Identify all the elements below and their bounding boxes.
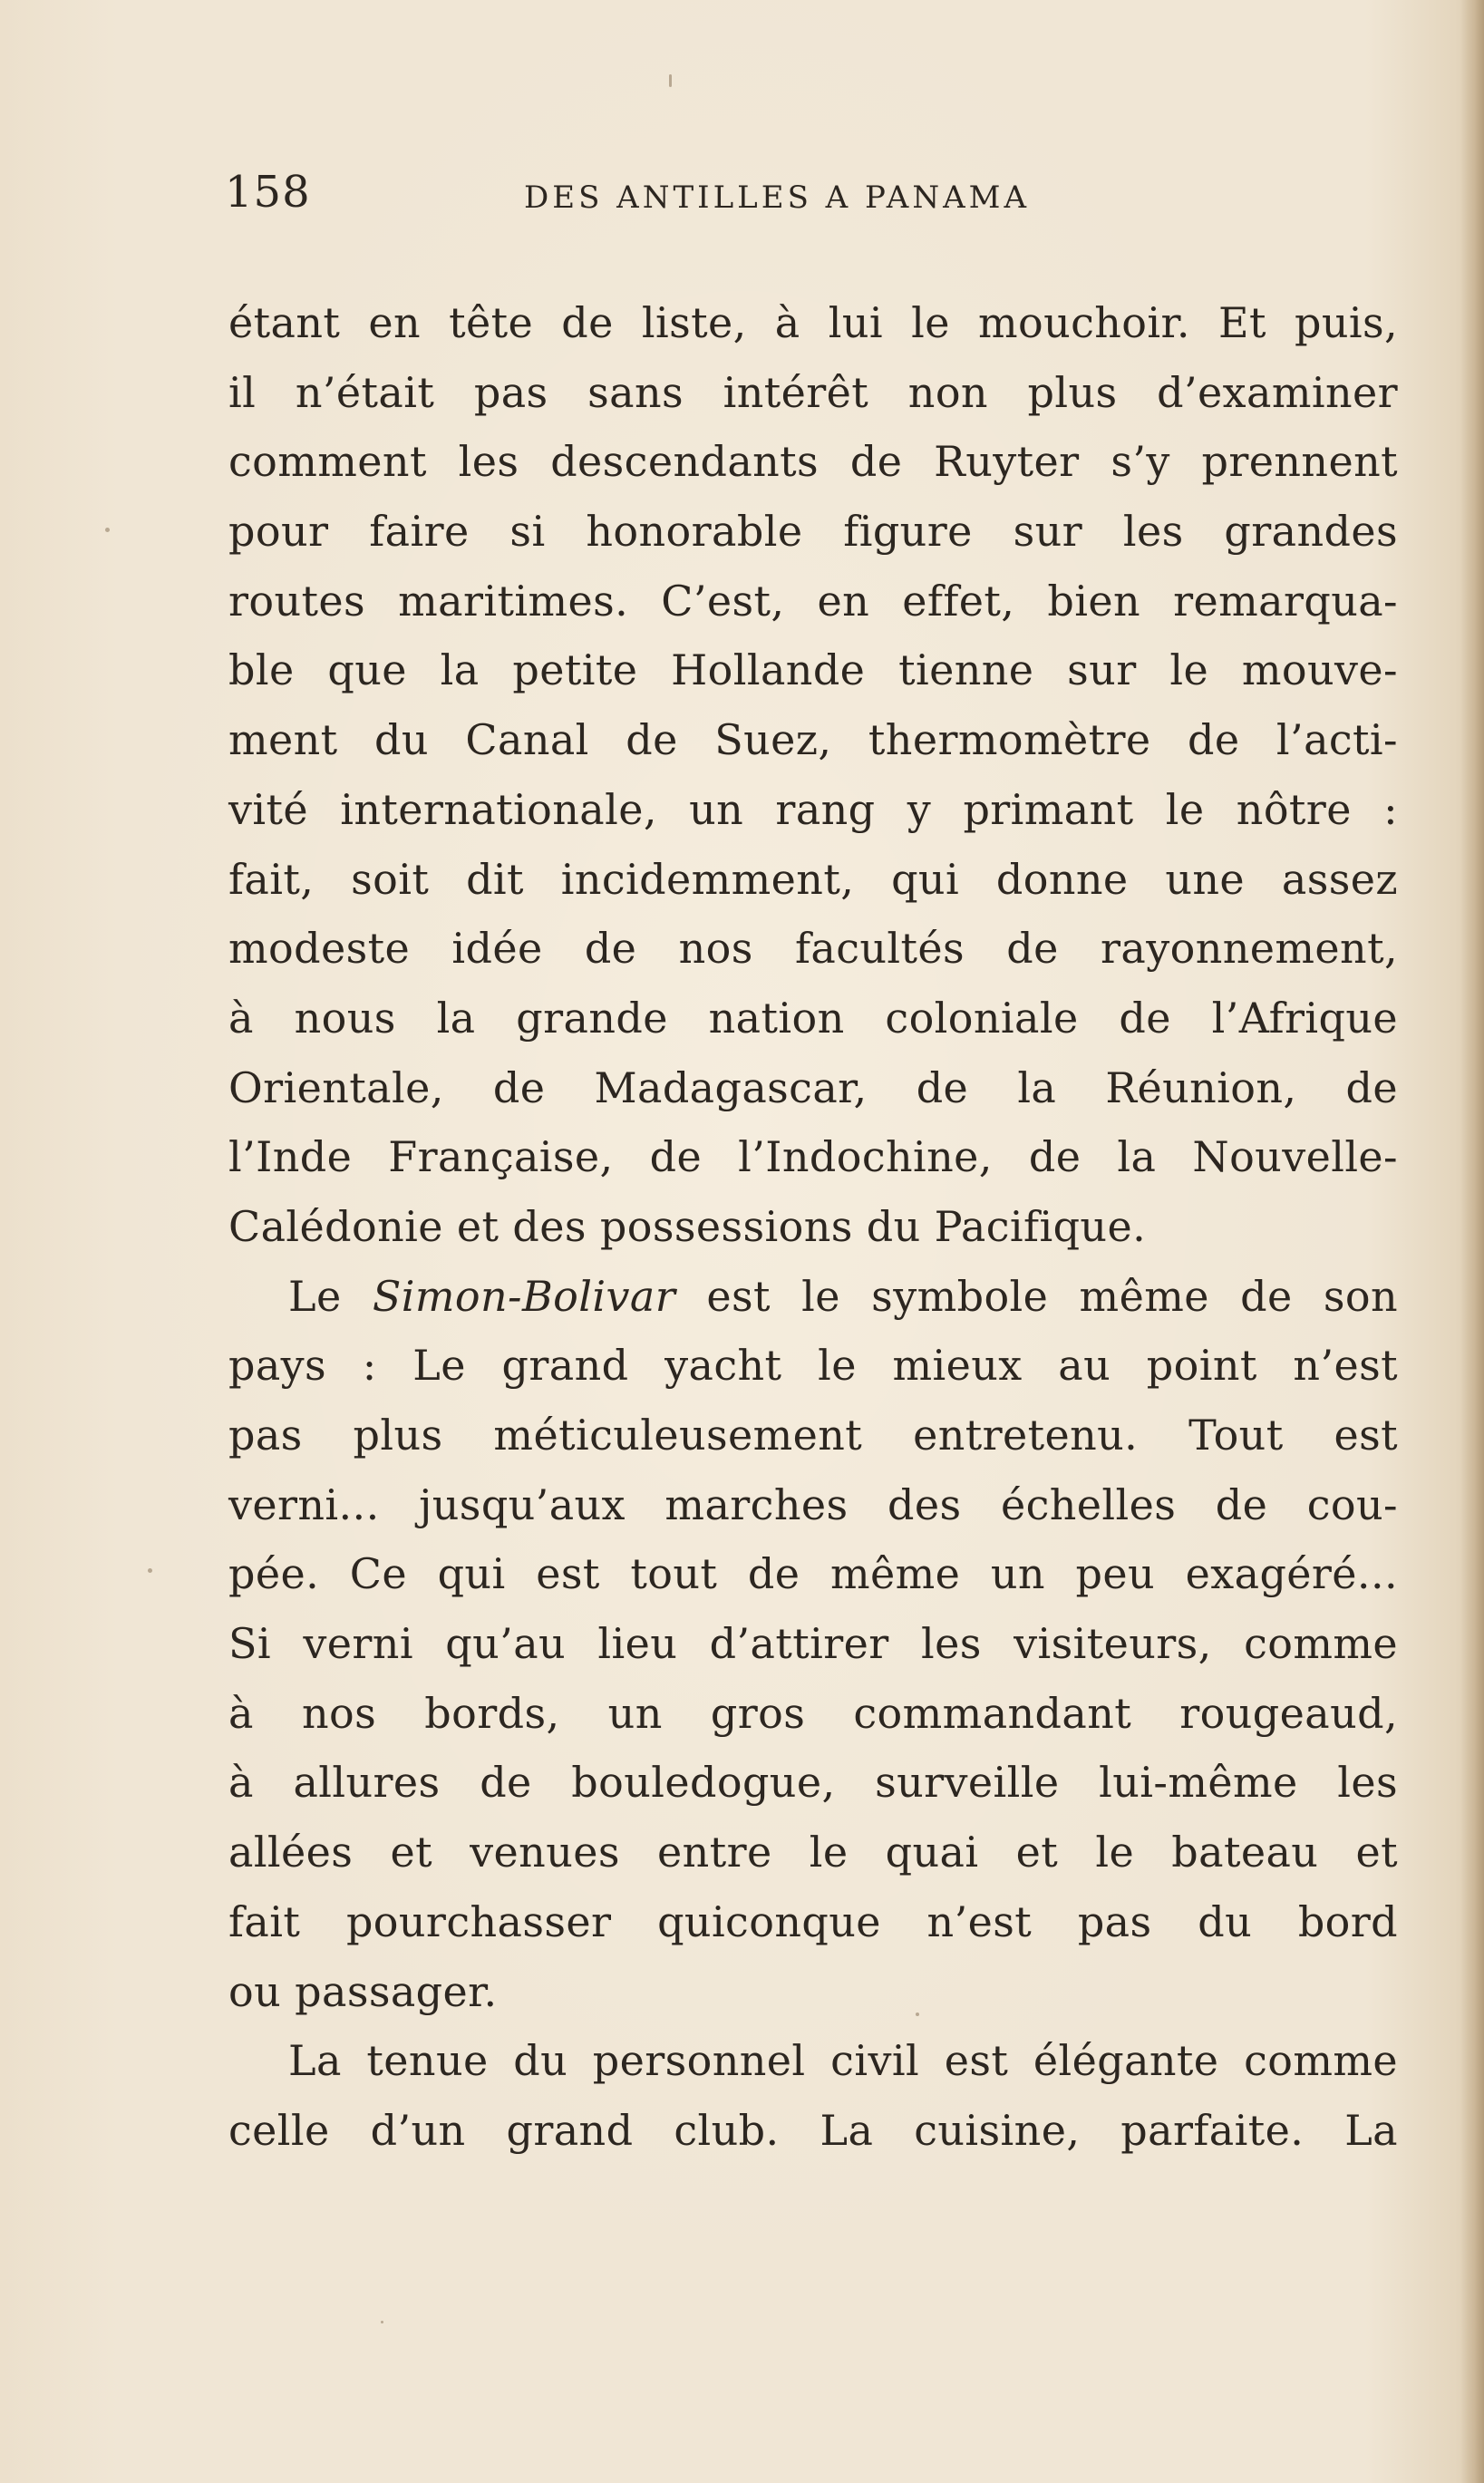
text-line: pays : Le grand yacht le mieux au point n’est xyxy=(228,1341,1398,1391)
text-line: allées et venues entre le quai et le bateau et xyxy=(228,1828,1398,1877)
text-line: verni... jusqu’aux marches des échelles de cou- xyxy=(228,1479,1398,1529)
paper-speck xyxy=(105,528,110,532)
page-header xyxy=(225,167,1394,221)
paper-speck xyxy=(381,2321,383,2323)
text-line: Si verni qu’au lieu d’attirer les visiteurs, comme xyxy=(228,1619,1398,1669)
text-line: Calédonie et des possessions du Pacifique. xyxy=(228,1201,1147,1251)
text-line: ble que la petite Hollande tienne sur le mouve- xyxy=(228,645,1398,695)
text-line: celle d’un grand club. La cuisine, parfaite. La xyxy=(228,2105,1398,2155)
text-line: modeste idée de nos facultés de rayonnement, xyxy=(228,924,1398,974)
text-line: l’Inde Française, de l’Indochine, de la Nouvelle- xyxy=(228,1132,1398,1182)
text-line: fait pourchasser quiconque n’est pas du bord xyxy=(228,1896,1398,1946)
running-head: DES ANTILLES A PANAMA xyxy=(524,179,1031,216)
text-line: il n’était pas sans intérêt non plus d’examiner xyxy=(228,367,1398,417)
paragraph-start-line xyxy=(228,1262,1398,1332)
text-line: ou passager. xyxy=(228,1966,498,2016)
paper-speck xyxy=(916,2013,919,2016)
body-text xyxy=(228,288,1398,2166)
text-line: comment les descendants de Ruyter s’y prennent xyxy=(228,437,1398,487)
paragraph-start-line: La tenue du personnel civil est élégante comme xyxy=(288,2036,1398,2086)
text-line: à nos bords, un gros commandant rougeaud, xyxy=(228,1688,1398,1738)
ship-name: Simon-Bolivar xyxy=(372,1271,676,1321)
text-run: Le xyxy=(288,1271,373,1321)
paper-speck xyxy=(148,1568,152,1573)
text-run: est le symbole même de son xyxy=(675,1271,1398,1321)
page-number: 158 xyxy=(225,167,311,218)
text-line: ment du Canal de Suez, thermomètre de l’acti- xyxy=(228,715,1398,765)
text-line: vité internationale, un rang y primant le nôtre : xyxy=(228,784,1398,834)
text-line: pée. Ce qui est tout de même un peu exagéré... xyxy=(228,1549,1398,1599)
text-line: étant en tête de liste, à lui le mouchoir. Et puis, xyxy=(228,298,1398,347)
text-line: à allures de bouledogue, surveille lui-même les xyxy=(228,1758,1398,1808)
text-line: routes maritimes. C’est, en effet, bien remarqua- xyxy=(228,576,1398,626)
text-line: pour faire si honorable figure sur les grandes xyxy=(228,507,1398,557)
text-line: à nous la grande nation coloniale de l’Afrique xyxy=(228,993,1398,1043)
text-line: fait, soit dit incidemment, qui donne une assez xyxy=(228,854,1398,904)
text-line: pas plus méticuleusement entretenu. Tout est xyxy=(228,1411,1398,1460)
page-edge-shadow xyxy=(1460,0,1484,2483)
text-line: Orientale, de Madagascar, de la Réunion, de xyxy=(228,1062,1398,1112)
paper-speck xyxy=(669,74,672,87)
